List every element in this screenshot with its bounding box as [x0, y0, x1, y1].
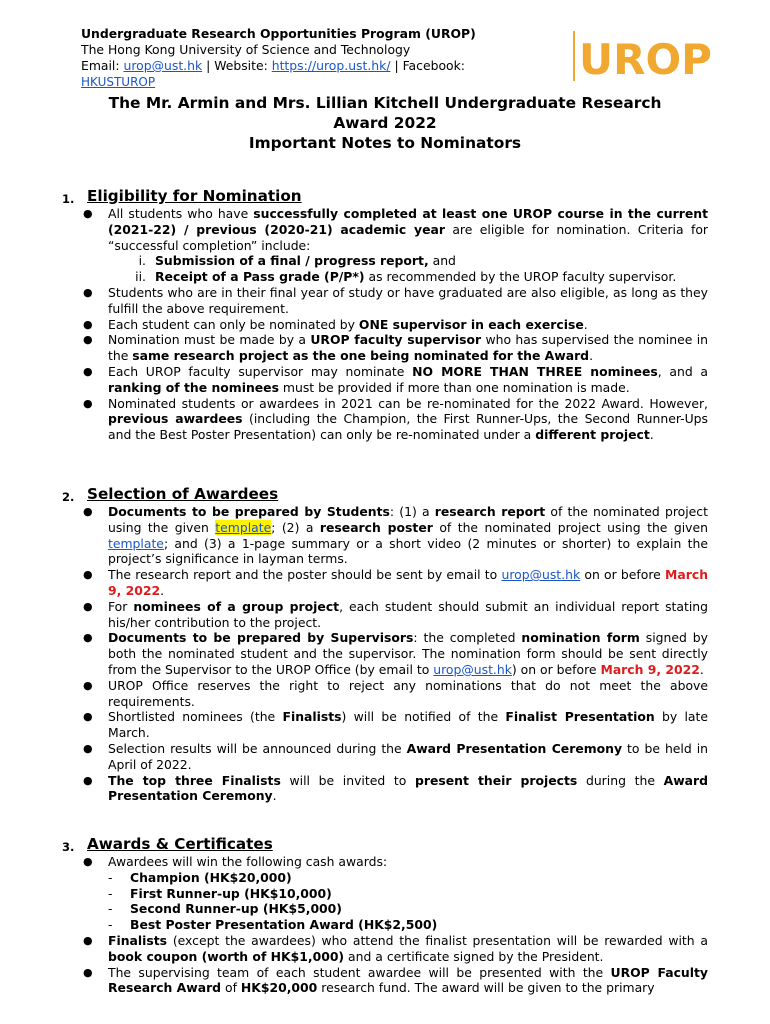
sub-list [108, 253, 708, 285]
list-item: ● The supervising team of each student awardee will be presented with the UROP Faculty Research Award of HK$20,000 research fund. The award will be given to the primary [62, 965, 708, 997]
list-item: ● Nominated students or awardees in 2021 can be re-nominated for the 2022 Award. However, previous awardees (including the Champion, the First Runner-Ups, the Second Runner-Ups and the Best Poster Presentation) can only be re-nominated under a different project. [62, 396, 708, 443]
deadline-date: March 9, 2022 [600, 661, 700, 677]
university-name: The Hong Kong University of Science and Technology [81, 42, 411, 57]
email-link[interactable]: urop@ust.hk [433, 661, 512, 677]
section-heading: 3. Awards & Certificates [62, 835, 273, 854]
section-heading: 1. Eligibility for Nomination [62, 187, 302, 206]
urop-logo [573, 31, 712, 84]
list-item: ● All students who have successfully completed at least one UROP course in the current (2021-22) / previous (2020-21) academic year are eligible for nomination. Criteria for “successful completion” include: i. Submission of a final / progress report, and ii. Receipt of a Pass grade (P/P*) as recommended by the UROP faculty supervisor. [62, 206, 708, 285]
list-item: ● Each UROP faculty supervisor may nominate NO MORE THAN THREE nominees, and a ranking of the nominees must be provided if more than one nomination is made. [62, 364, 708, 396]
website-link[interactable]: https://urop.ust.hk/ [271, 58, 391, 73]
list-item: ● Finalists (except the awardees) who attend the finalist presentation will be rewarded with a book coupon (worth of HK$1,000) and a certificate signed by the President. [62, 933, 708, 965]
list-item: ● Documents to be prepared by Students: (1) a research report of the nominated project using the given template; (2) a research poster of the nominated project using the given template; and (3) a 1-page summary or a short video (2 minutes or shorter) to explain the project’s significance in layman terms. [62, 504, 708, 567]
document-title: The Mr. Armin and Mrs. Lillian Kitchell Undergraduate Research Award 2022 Important Notes to Nominators [108, 94, 662, 152]
poster-template-link[interactable]: template [108, 535, 164, 551]
list-item: ● For nominees of a group project, each student should submit an individual report stating his/her contribution to the project. [62, 599, 708, 631]
section-awards [62, 835, 712, 996]
deadline-date: March 9, 2022 [108, 567, 709, 598]
section-selection [62, 485, 712, 804]
award-list [108, 870, 708, 933]
program-name: Undergraduate Research Opportunities Program (UROP) [81, 26, 476, 41]
list-item: ● Documents to be prepared by Supervisors: the completed nomination form signed by both the nominated student and the supervisor. The nomination form should be sent directly from the Supervisor to the UROP Office (by email to urop@ust.hk) on or before March 9, 2022. [62, 630, 708, 677]
section-eligibility [62, 187, 712, 443]
report-template-link[interactable]: template [215, 519, 272, 535]
list-item: ● UROP Office reserves the right to reject any nominations that do not meet the above requirements. [62, 678, 708, 710]
list-item: ● Each student can only be nominated by ONE supervisor in each exercise. [62, 317, 708, 333]
email-link[interactable]: urop@ust.hk [501, 567, 581, 583]
list-item: ● Nomination must be made by a UROP faculty supervisor who has supervised the nominee in the same research project as the one being nominated for the Award. [62, 332, 708, 364]
award-item: - First Runner-up (HK$10,000) [108, 886, 708, 902]
list-item: ● Awardees will win the following cash awards: - Champion (HK$20,000) - First Runner-up (HK$10,000) - Second Runner-up (HK$5,000) - Best Poster Presentation Award (HK$2,500) [62, 854, 708, 933]
award-item: - Best Poster Presentation Award (HK$2,500) [108, 917, 708, 933]
award-item: - Champion (HK$20,000) [108, 870, 708, 886]
list-item: ii. Receipt of a Pass grade (P/P*) as recommended by the UROP faculty supervisor. [135, 269, 677, 285]
bullet-list [62, 504, 712, 804]
contact-line: Email: urop@ust.hk | Website: https://urop.ust.hk/ | Facebook: [81, 58, 465, 73]
list-item: i. Submission of a final / progress report, and [138, 253, 456, 269]
email-link[interactable]: urop@ust.hk [123, 58, 203, 73]
bullet-list [62, 206, 712, 443]
svg-text:UROP: UROP [579, 35, 712, 84]
section-heading: 2. Selection of Awardees [62, 485, 279, 504]
facebook-link[interactable]: HKUSTUROP [81, 75, 156, 89]
letterhead [81, 26, 561, 89]
list-item: ● The top three Finalists will be invited to present their projects during the Award Presentation Ceremony. [62, 773, 708, 805]
list-item: ● The research report and the poster should be sent by email to urop@ust.hk on or before March 9, 2022. [62, 567, 708, 599]
award-item: - Second Runner-up (HK$5,000) [108, 901, 708, 917]
bullet-list [62, 854, 712, 996]
list-item: ● Selection results will be announced during the Award Presentation Ceremony to be held in April of 2022. [62, 741, 708, 773]
list-item: ● Shortlisted nominees (the Finalists) will be notified of the Finalist Presentation by late March. [62, 709, 708, 741]
list-item: ● Students who are in their final year of study or have graduated are also eligible, as long as they fulfill the above requirement. [62, 285, 708, 317]
